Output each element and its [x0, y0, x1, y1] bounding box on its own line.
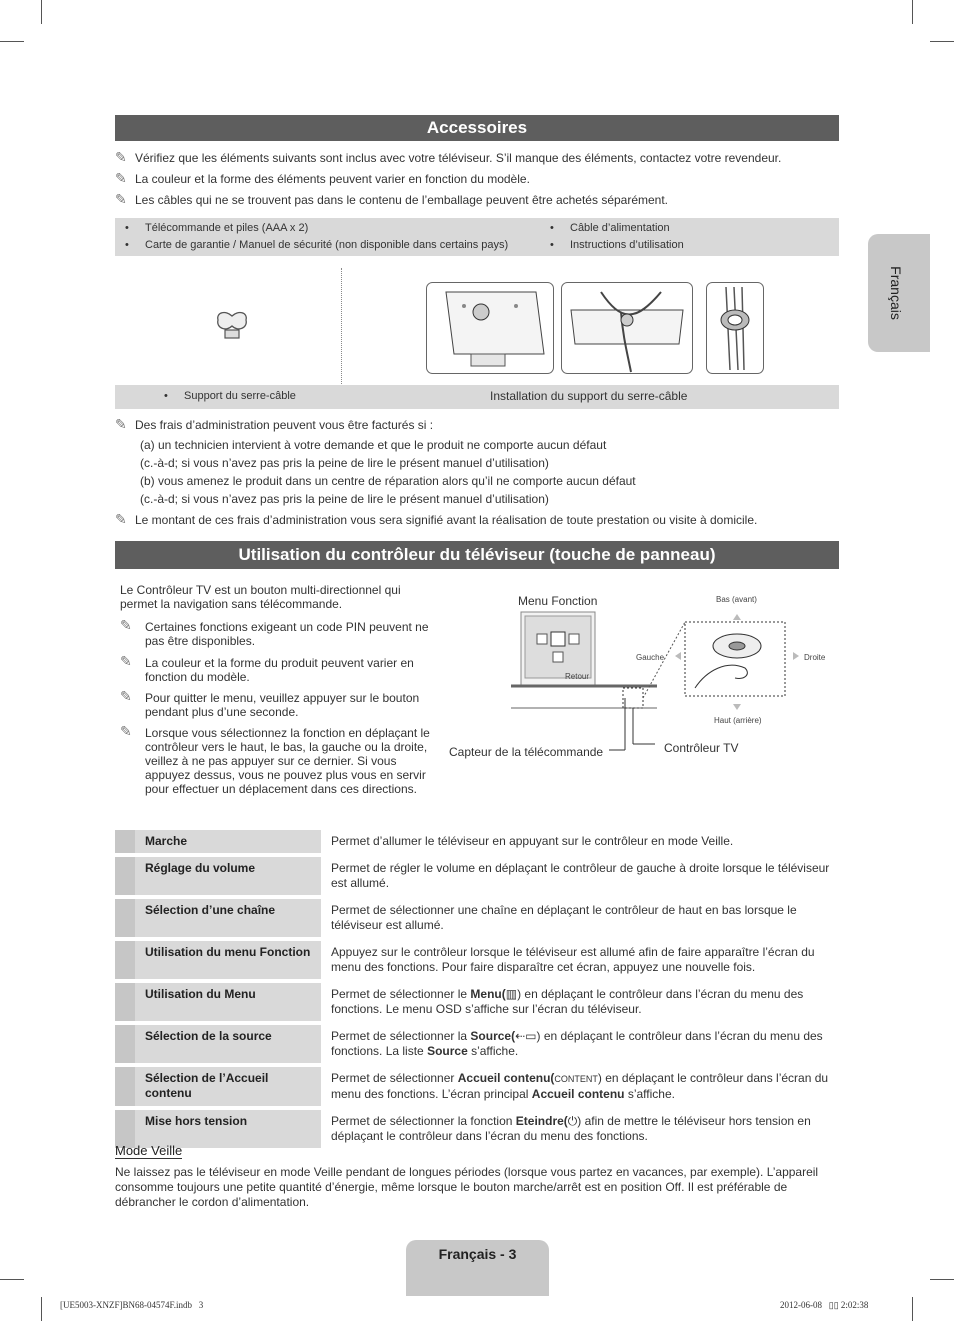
table-row: Sélection d’une chaîne Permet de sélectionner une chaîne en déplaçant le contrôleur de haut en bas lorsque le téléviseur est allumé.	[115, 899, 839, 937]
crop-mark	[0, 41, 24, 42]
timestamp: 2012-06-08 ▯▯ 2:02:38	[780, 1300, 869, 1310]
note-pen-icon: ✎	[115, 511, 127, 527]
crop-mark	[0, 1279, 24, 1280]
controller-intro: Le Contrôleur TV est un bouton multi-directionnel qui permet la navigation sans télécommande.	[120, 583, 401, 611]
fees-line: (a) un technicien intervient à votre demande et que le produit ne comporte aucun défaut	[140, 438, 607, 452]
table-row: Utilisation du menu Fonction Appuyez sur le contrôleur lorsque le téléviseur est allumé afin de faire apparaître l’écran du menu des fonctions. Pour faire disparaître cet écran, appuyez une nouvelle fois.	[115, 941, 839, 979]
list-item: • Support du serre-câble	[164, 390, 296, 402]
fees-line: (c.-à-d; si vous n’avez pas pris la peine de lire le présent manuel d’utilisation)	[140, 492, 549, 506]
page-number-tab	[406, 1240, 549, 1296]
divider	[341, 268, 342, 384]
table-row: Mise hors tension Permet de sélectionner la fonction Eteindre(⏻) afin de mettre le téléviseur hors tension en déplaçant le contrôleur dans l’écran du menu des fonctions.	[115, 1110, 839, 1148]
accessories-header	[115, 115, 839, 141]
bas-label: Bas (avant)	[716, 595, 757, 604]
list-item: • Instructions d’utilisation	[550, 239, 684, 251]
note-pen-icon: ✎	[115, 149, 127, 165]
droite-label: Droite	[804, 653, 826, 662]
note: ✎ Des frais d’administration peuvent vous être facturés si :	[115, 416, 434, 432]
holder-install-image-3	[706, 282, 764, 374]
page-number: Français - 3	[438, 1246, 517, 1262]
standby-title: Mode Veille	[115, 1143, 183, 1158]
note-pen-icon: ✎	[115, 170, 127, 186]
retour-label: Retour	[565, 672, 590, 681]
menu-icon: ▥	[505, 987, 518, 1001]
side-tab-label: Français	[888, 266, 904, 320]
holder-install-image-2	[561, 282, 693, 374]
note: ✎ Le montant de ces frais d’administration vous sera signifié avant la réalisation de toute prestation ou visite à domicile.	[115, 511, 758, 527]
source-icon: ⇠▭	[515, 1029, 537, 1043]
content-icon: CONTENT	[554, 1074, 598, 1084]
standby-text: Ne laissez pas le téléviseur en mode Veille pendant de longues périodes (lorsque vous partez en vacances, par exemple). L’appareil consomme toujours une petite quantité d’énergie, même lorsque le bouton marche/arrêt est en position Off. Il est préférable de débrancher le cordon d’alimentation.	[115, 1165, 819, 1209]
fees-line: (c.-à-d; si vous n’avez pas pris la peine de lire le présent manuel d’utilisation)	[140, 456, 549, 470]
note: ✎ Les câbles qui ne se trouvent pas dans le contenu de l’emballage peuvent être achetés séparément.	[115, 191, 669, 207]
tv-function-menu-diagram	[445, 608, 805, 768]
crop-mark	[912, 1297, 913, 1321]
note: ✎ Certaines fonctions exigeant un code PIN peuvent ne pas être disponibles.	[120, 617, 429, 648]
note-pen-icon: ✎	[120, 688, 132, 704]
note-pen-icon: ✎	[120, 723, 132, 739]
power-icon: ⏻	[567, 1114, 578, 1128]
table-row: Sélection de la source Permet de sélectionner la Source(⇠▭) en déplaçant le contrôleur dans l’écran du menu des fonctions. La liste Source s’affiche.	[115, 1025, 839, 1063]
controls-table	[115, 826, 839, 1152]
holder-install-image-1	[426, 282, 554, 374]
note: ✎ Lorsque vous sélectionnez la fonction en déplaçant le contrôleur vers le haut, le bas, la gauche ou la droite, veillez à ne pas appuyer sur ce dernier. Si vous appuyez dessus, vous ne pouvez plus vous en servir pour effectuer un déplacement dans ces directions.	[120, 723, 430, 796]
list-item: • Câble d’alimentation	[550, 222, 670, 234]
crop-mark	[930, 1279, 954, 1280]
crop-mark	[41, 0, 42, 24]
file-info: [UE5003-XNZF]BN68-04574F.indb 3	[60, 1300, 204, 1310]
table-row: Sélection de l’Accueil contenu Permet de sélectionner Accueil contenu(CONTENT) en déplaçant le contrôleur dans l’écran du menu des fonctions. L’écran principal Accueil contenu s’affiche.	[115, 1067, 839, 1106]
note-pen-icon: ✎	[115, 191, 127, 207]
controller-header	[115, 541, 839, 569]
list-item: • Carte de garantie / Manuel de sécurité (non disponible dans certains pays)	[125, 239, 509, 251]
note: ✎ Pour quitter le menu, veuillez appuyer sur le bouton pendant plus d’une seconde.	[120, 688, 420, 719]
fees-line: (b) vous amenez le produit dans un centre de réparation alors qu’il ne comporte aucun défaut	[140, 474, 636, 488]
note: ✎ La couleur et la forme des éléments peuvent varier en fonction du modèle.	[115, 170, 530, 186]
table-row: Utilisation du Menu Permet de sélectionner le Menu(▥) en déplaçant le contrôleur dans l’écran du menu des fonctions. Le menu OSD s’affiche sur l’écran du téléviseur.	[115, 983, 839, 1021]
note: ✎ La couleur et la forme du produit peuvent varier en fonction du modèle.	[120, 653, 414, 684]
gauche-label: Gauche	[636, 653, 665, 662]
menu-fonction-label: Menu Fonction	[518, 594, 598, 608]
list-item: • Télécommande et piles (AAA x 2)	[125, 222, 309, 234]
install-caption: Installation du support du serre-câble	[490, 389, 688, 403]
crop-mark	[930, 41, 954, 42]
accessories-title: Accessoires	[426, 118, 528, 137]
table-row: Marche Permet d’allumer le téléviseur en appuyant sur le contrôleur en mode Veille.	[115, 830, 839, 853]
controller-title: Utilisation du contrôleur du téléviseur (touche de panneau)	[238, 545, 716, 564]
note-pen-icon: ✎	[120, 617, 132, 633]
note-pen-icon: ✎	[120, 653, 132, 669]
capteur-label: Capteur de la télécommande	[449, 745, 604, 759]
crop-mark	[41, 1297, 42, 1321]
haut-label: Haut (arrière)	[714, 716, 762, 725]
note-pen-icon: ✎	[115, 416, 127, 432]
note: ✎ Vérifiez que les éléments suivants sont inclus avec votre téléviseur. S’il manque des éléments, contactez votre revendeur.	[115, 149, 782, 165]
table-row: Réglage du volume Permet de régler le volume en déplaçant le contrôleur de gauche à droite lorsque le téléviseur est allumé.	[115, 857, 839, 895]
controleur-label: Contrôleur TV	[664, 741, 739, 755]
cable-holder-image	[212, 306, 252, 342]
language-side-tab[interactable]	[868, 234, 930, 352]
crop-mark	[912, 0, 913, 24]
